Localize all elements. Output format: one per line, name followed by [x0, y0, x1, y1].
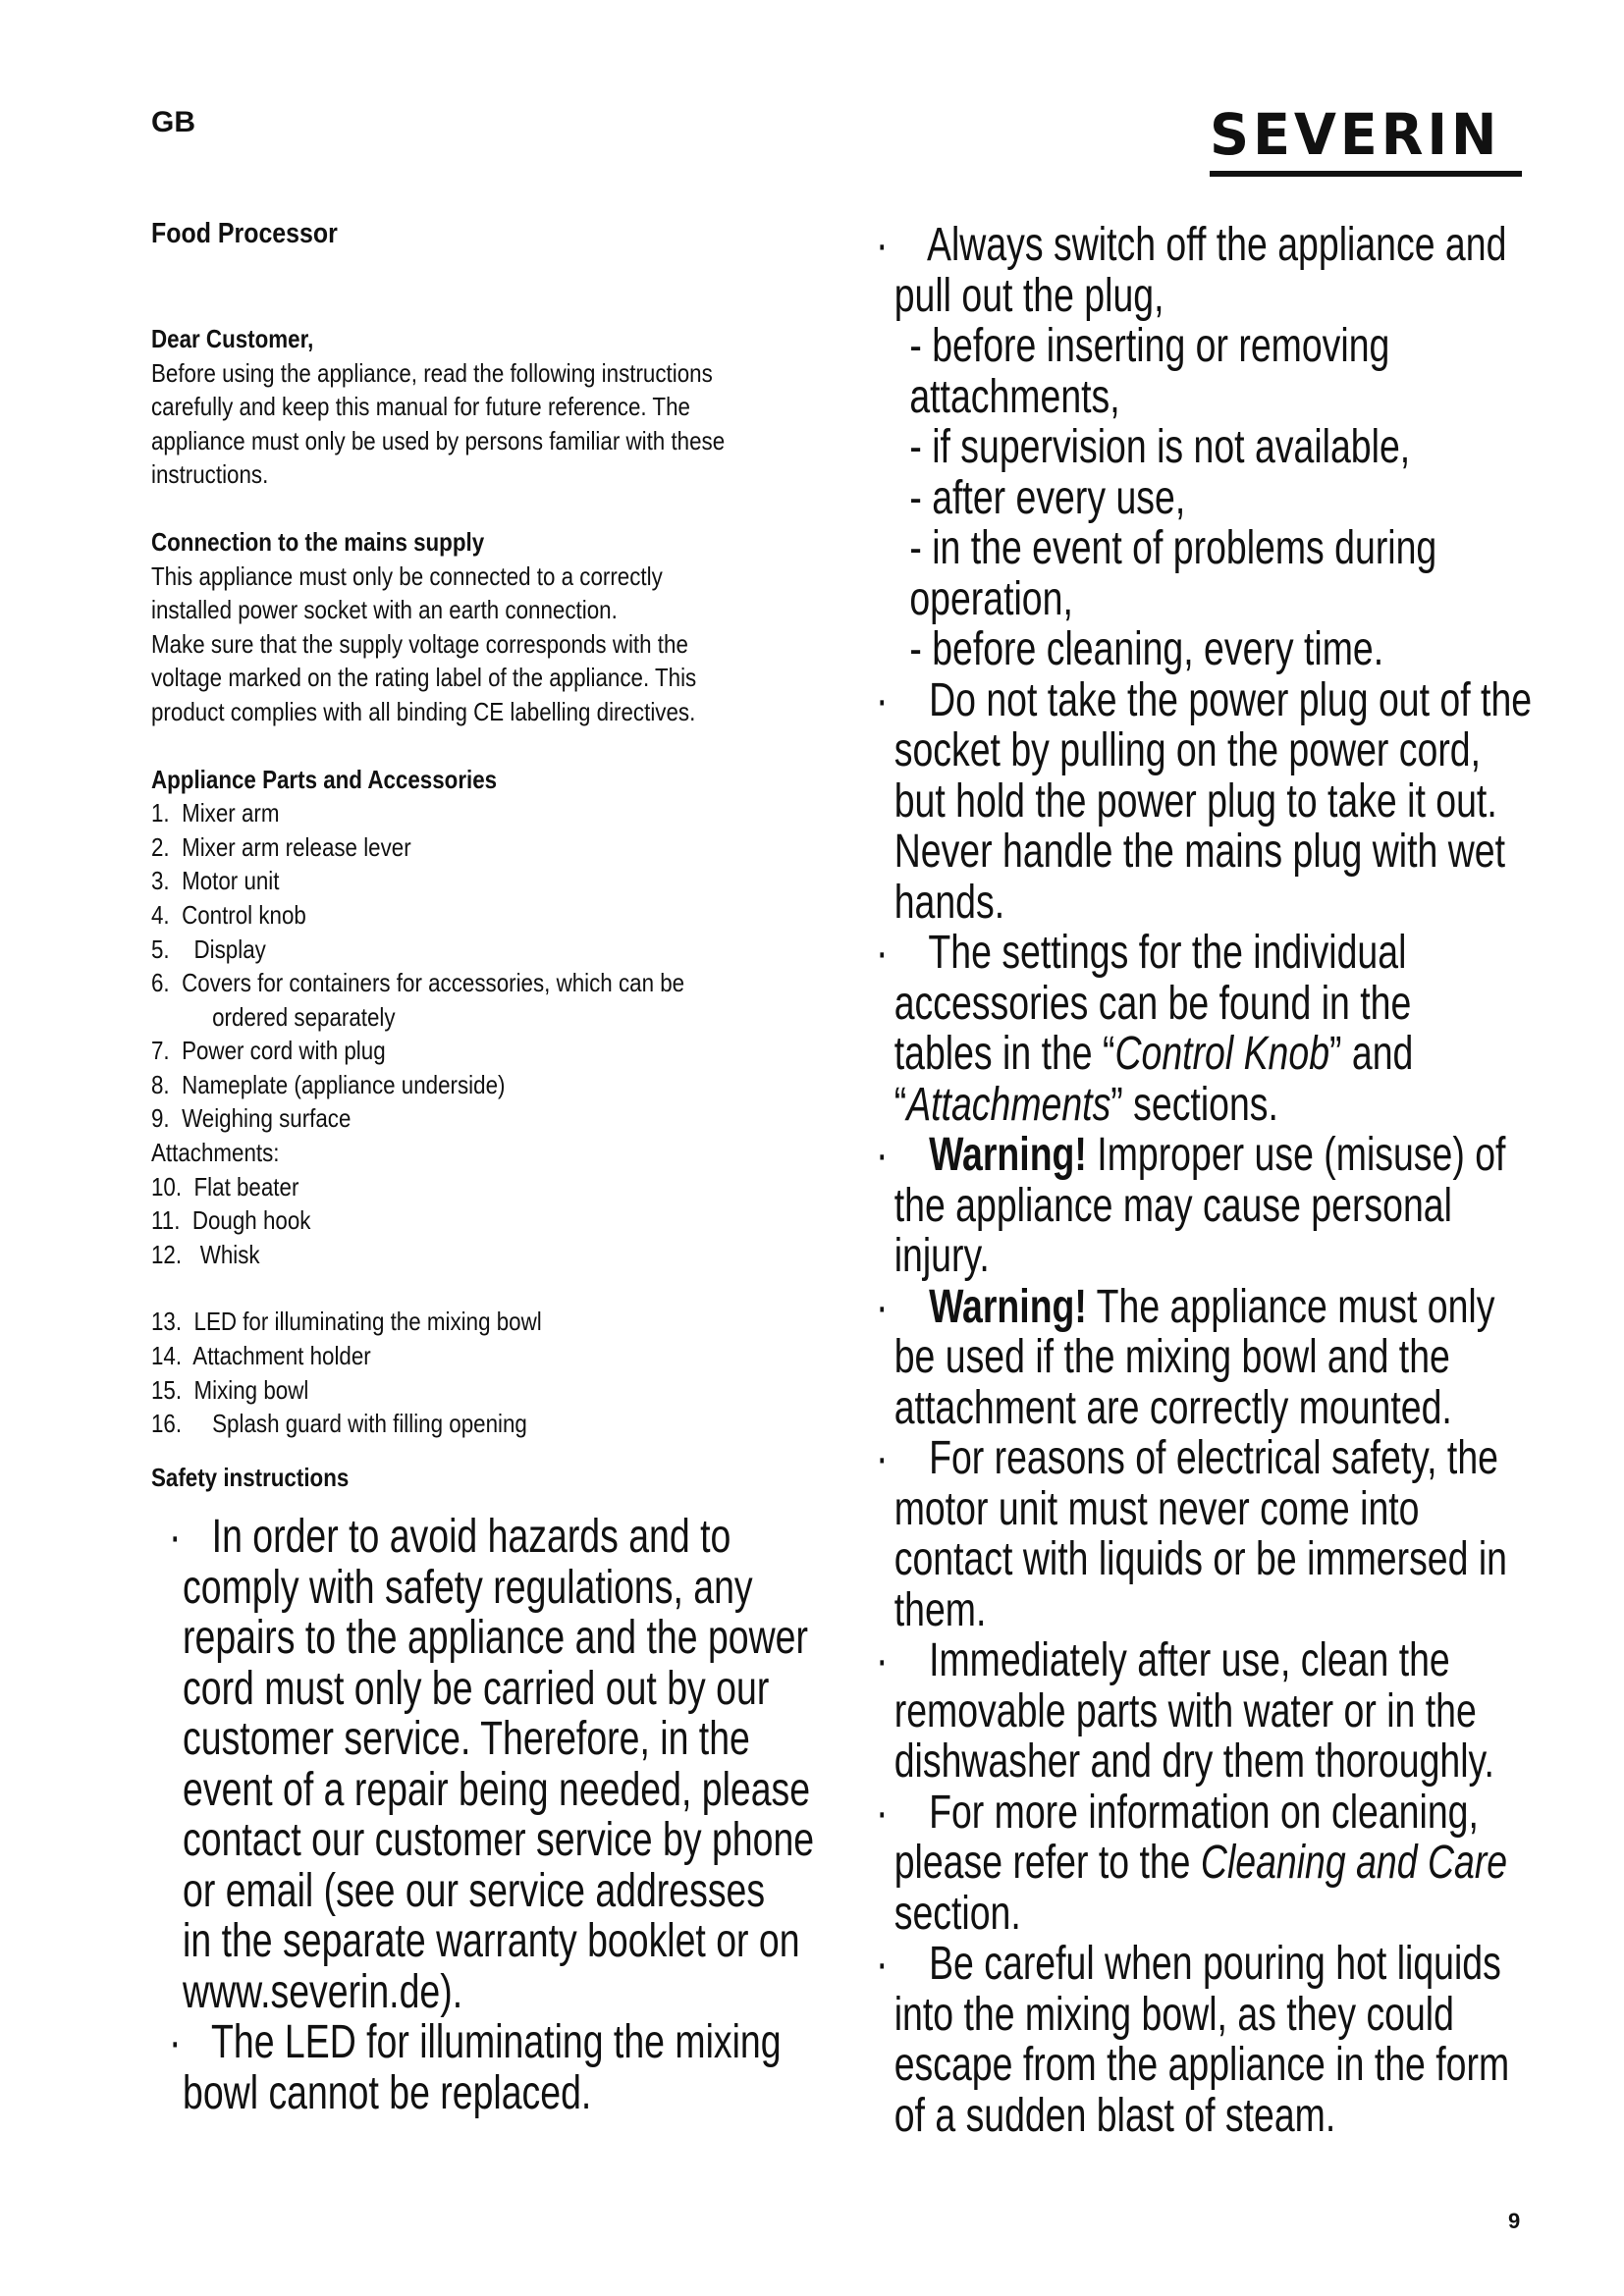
page-number: 9 — [1508, 2209, 1521, 2233]
safety-instructions-right: · Always switch off the appliance and pull out the plug, - before inserting or removing attachments, - if supervision is not available, - after every use, - in the event of problems during operation, - before cleaning, every time. · Do not take the power plug out of the socket by pulling on the power cord, but hold the power plug to take it out. Never handle the mains plug with wet hands. · The settings for the individual accessories can be found in the tables in the “Control Knob” and “Attachments” sections. · Warning! Improper use (misuse) of the appliance may cause personal injury. · Warning! The appliance must only be used if the mixing bowl and the attachment are correctly mounted. · For reasons of electrical safety, the motor unit must never come into contact with liquids or be immersed in them. · Immediately after use, clean the removable parts with water or in the dishwasher and dry them thoroughly. · For more information on cleaning, please refer to the Cleaning and Care section. · Be careful when pouring hot liquids into the mixing bowl, as they could escape from the appliance in the form of a sudden blast of steam. — [876, 219, 1533, 2142]
list-item: 12. Whisk — [151, 1239, 260, 1269]
list-item: Attachments: — [151, 1138, 280, 1168]
brand-logo-text: SEVERIN — [1210, 101, 1501, 168]
left-column — [151, 218, 829, 1494]
parts-list-continued — [151, 1305, 829, 1440]
greeting: Dear Customer, — [151, 324, 314, 353]
list-item: 14. Attachment holder — [151, 1341, 371, 1371]
list-item: 16. Splash guard with filling opening — [151, 1409, 527, 1439]
list-item: 11. Dough hook — [151, 1205, 311, 1236]
list-item: 5. Display — [151, 934, 266, 964]
list-item: 6. Covers for containers for accessories, which can be — [151, 968, 685, 998]
brand-logo — [1210, 101, 1524, 177]
safety-instructions-left — [169, 1512, 856, 2118]
list-item: 15. Mixing bowl — [151, 1374, 309, 1405]
safety-text: · In order to avoid hazards and to comply with safety regulations, any repairs to the appliance and the power cord must only be carried out by our customer service. Therefore, in the event of a repair being needed, please contact our customer service by phone or email (see our service addresses in the separate warranty booklet or on www.severin.de). · The LED for illuminating the mixing bowl cannot be replaced. — [169, 1511, 815, 2119]
parts-list — [151, 796, 829, 1271]
list-item: 4. Control knob — [151, 899, 306, 930]
mains-text: This appliance must only be connected to a correctly installed power socket with an earth connection. Make sure that the supply voltage corresponds with the voltage marked on the rating label of the appliance. This product complies with all binding CE labelling directives. — [151, 561, 697, 726]
list-item: 10. Flat beater — [151, 1171, 299, 1201]
list-item: 3. Motor unit — [151, 866, 280, 896]
right-column — [876, 220, 1563, 2141]
list-item: 9. Weighing surface — [151, 1103, 352, 1134]
language-code: GB — [151, 106, 195, 138]
mains-heading: Connection to the mains supply — [151, 526, 485, 557]
intro-text: Before using the appliance, read the following instructions carefully and keep this manual for future reference. The appliance must only be used by persons familiar with these instructions. — [151, 357, 726, 490]
list-item: ordered separately — [151, 1001, 396, 1032]
parts-heading: Appliance Parts and Accessories — [151, 764, 498, 794]
list-item: 13. LED for illuminating the mixing bowl — [151, 1307, 542, 1337]
list-item: 8. Nameplate (appliance underside) — [151, 1069, 506, 1099]
list-item: 1. Mixer arm — [151, 798, 280, 828]
list-item: 7. Power cord with plug — [151, 1036, 386, 1066]
logo-underline — [1210, 171, 1522, 177]
document-title: Food Processor — [151, 218, 338, 249]
safety-heading: Safety instructions — [151, 1462, 350, 1492]
list-item: 2. Mixer arm release lever — [151, 831, 411, 862]
